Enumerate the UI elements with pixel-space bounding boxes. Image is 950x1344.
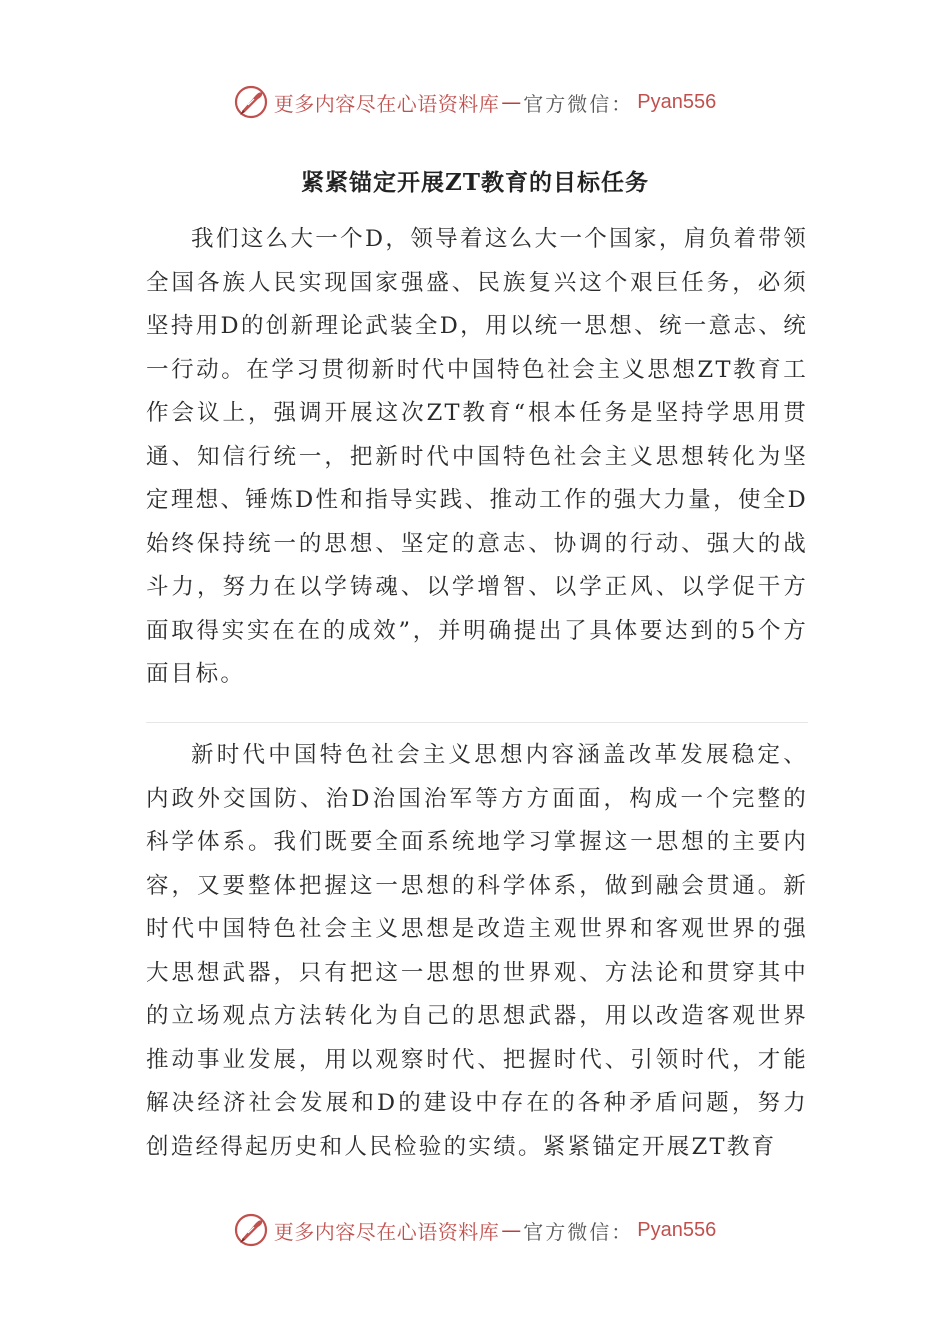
body-paragraph: 我们这么大一个D，领导着这么大一个国家，肩负着带领全国各族人民实现国家强盛、民族复兴这个艰巨任务，必须坚持用D的创新理论武装全D，用以统一思想、统一意志、统一行动。在学习贯彻新时代中国特色社会主义思想ZT教育工作会议上，强调开展这次ZT教育“根本任务是坚持学思用贯通、知信行统一，把新时代中国特色社会主义思想转化为坚定理想、锤炼D性和指导实践、推动工作的强大力量，使全D始终保持统一的思想、坚定的意志、协调的行动、强大的战斗力，努力在以学铸魂、以学增智、以学正风、以学促干方面取得实实在在的成效”，并明确提出了具体要达到的5个方面目标。 [146,226,808,687]
banner-separator: — [501,1218,522,1242]
header-banner [0,80,950,124]
quill-pen-icon [234,85,268,119]
official-wechat-label: 官方微信： [523,1219,634,1244]
brand-name: 更多内容尽在心语资料库 [273,1219,500,1244]
body-paragraph: 新时代中国特色社会主义思想内容涵盖改革发展稳定、内政外交国防、治D治国治军等方方面面，构成一个完整的科学体系。我们既要全面系统地学习掌握这一思想的主要内容，又要整体把握这一思想的科学体系，做到融会贯通。新时代中国特色社会主义思想是改造主观世界和客观世界的强大思想武器，只有把这一思想的世界观、方法论和贯穿其中的立场观点方法转化为自己的思想武器，用以改造客观世界推动事业发展，用以观察时代、把握时代、引领时代，才能解决经济社会发展和D的建设中存在的各种矛盾问题，努力创造经得起历史和人民检验的实绩。紧紧锚定开展ZT教育 [146,742,808,1160]
official-wechat-label: 官方微信： [523,91,634,116]
brand-name: 更多内容尽在心语资料库 [273,91,500,116]
document-title: 紧紧锚定开展ZT教育的目标任务 [301,169,649,196]
footer-banner [0,1208,950,1252]
quill-pen-icon [234,1213,268,1247]
section-divider [146,722,808,723]
wechat-id: Pyan556 [637,90,717,113]
wechat-id: Pyan556 [637,1218,717,1241]
banner-separator: — [501,90,522,114]
